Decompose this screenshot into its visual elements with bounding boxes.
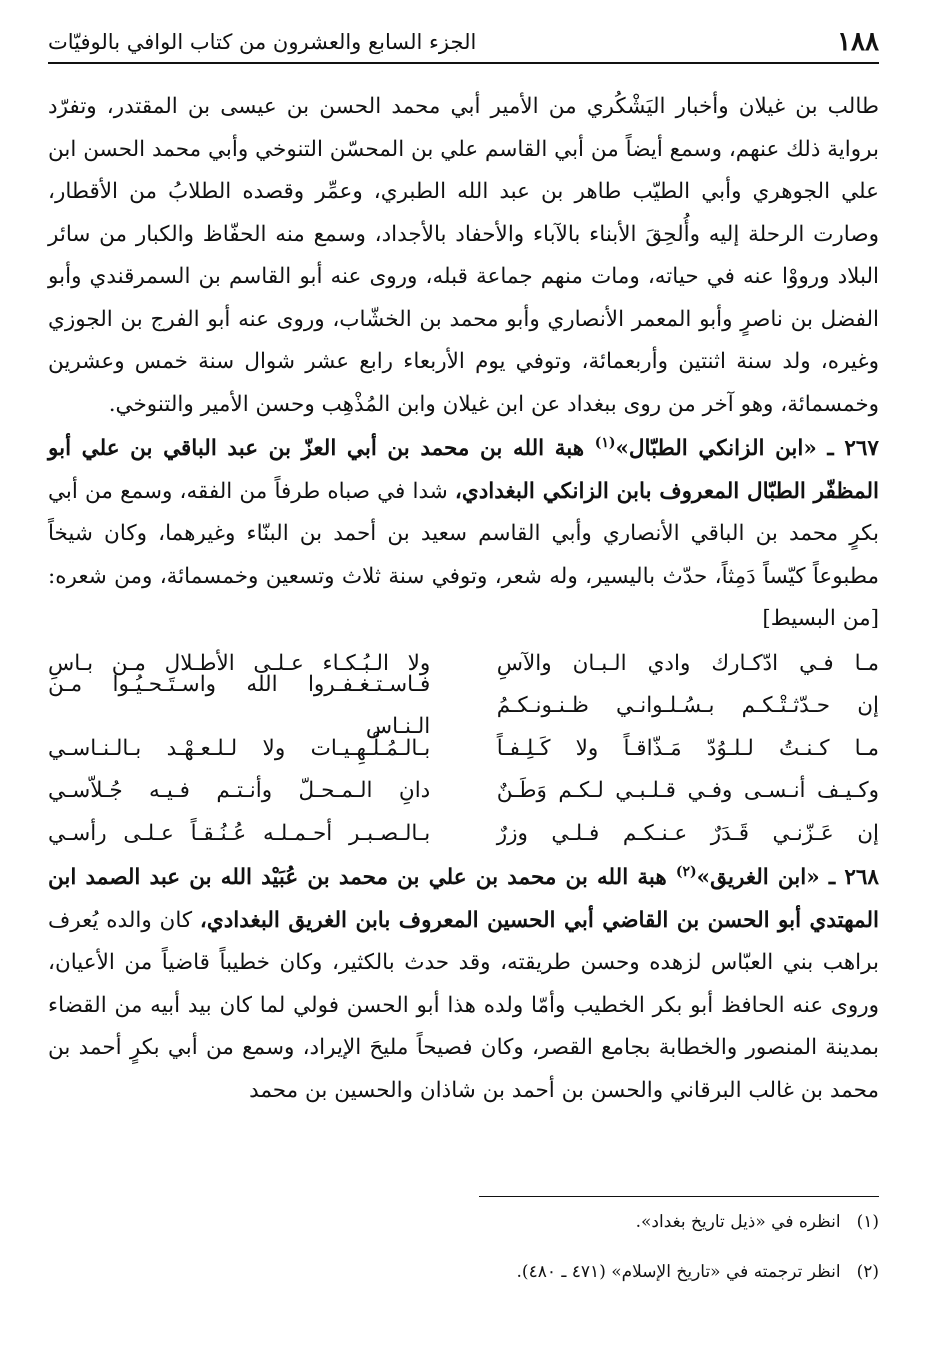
entry-268-heading: ٢٦٨ ـ «ابن الغريق» <box>696 865 879 890</box>
entry-268-name: هبة الله بن محمد بن علي بن محمد بن عُبَيْد الله بن عبد الصمد ابن المهتدي أبو الحسن بن القاضي أبي الحسين المعروف بابن الغريق البغدادي، <box>48 865 880 933</box>
entry-268 <box>48 857 879 1112</box>
poem <box>48 643 879 856</box>
paragraph-continuation: طالب بن غيلان وأخبار اليَشْكُري من الأمير أبي محمد الحسن بن عيسى بن المقتدر، وتفرّد برواية ذلك عنهم، وسمع أيضاً من أبي القاسم علي بن المحسّن التنوخي وأبي محمد الحسن ابن علي الجوهري وأبي الطيّب طاهر بن عبد الله الطبري، وعمِّر وقصده الطلابُ من الأقطار، وصارت الرحلة إليه وأُلحِقَ الأبناء بالآباء والأحفاد بالأجداد، وسمع منه الحفّاظ والكبار من سائر البلاد ورووْا عنه في حياته، ومات منهم جماعة قبله، وروى عنه أبو القاسم بن السمرقندي وأبو الفضل بن ناصرٍ وأبو المعمر الأنصاري وأبو محمد بن الخشّاب، وروى عنه أبو الفرج بن الجوزي وغيره، ولد سنة اثنتين وأربعمائة، وتوفي يوم الأربعاء رابع عشر شوال سنة خمس وعشرين وخمسمائة، وهو آخر من روى ببغداد عن ابن غيلان وابن المُذْهِب وحسن الأمير والتنوخي. <box>48 94 879 417</box>
poem-line <box>48 813 879 856</box>
footnote-1 <box>48 1208 879 1236</box>
footnote-text: انظره في «ذيل تاريخ بغداد». <box>635 1212 841 1232</box>
entry-267-heading: ٢٦٧ ـ «ابن الزانكي الطبّال» <box>615 436 879 461</box>
footnote-divider <box>479 1196 879 1197</box>
poem-hemistich-first: مـا كـنـتُ لـلـوُدّ مَـذّاقـاً ولا كَـلِـفـاً <box>496 735 879 761</box>
poem-hemistich-first: وكـيـف أنـسـى وفـي قـلـبـي لـكـم وَطَـنٌ <box>496 778 879 803</box>
entry-268-text: كان والده يُعرف براهب بني العبّاس لزهده وحسن طريقته، وقد حدث بالكثير، وكان خطيباً قاضياً من الأعيان، وروى عنه الحافظ أبو بكر الخطيب وأمّا ولده هذا أبو الحسن فولي لما كان بيد أبيه من القضاء بمدينة المنصور والخطابة بجامع القصر، وكان فصيحاً مليحَ الإيراد، وسمع من أبي بكرٍ أحمد بن محمد بن غالب البرقاني والحسن بن أحمد بن شاذان والحسين بن محمد <box>48 907 879 1103</box>
footnote-text: انظر ترجمته في «تاريخ الإسلام» (٤٧١ ـ ٤٨٠). <box>516 1262 841 1282</box>
entry-267 <box>48 428 879 641</box>
footnote-2 <box>48 1258 879 1286</box>
poem-hemistich-second: دانِ الـمـحـلّ وأنـتـم فـيـه جُـلاّسـي <box>48 778 431 803</box>
poem-hemistich-first: إن حـدّثـتْـكـم بـسُـلـوانـي ظـنـونـكـمُ <box>496 693 879 718</box>
main-text <box>48 86 879 1112</box>
page-number: ١٨٨ <box>837 27 879 57</box>
footnote-ref-2: (٢) <box>675 863 697 880</box>
poem-hemistich-second: بـالـصـبـر أحـمـلـه عُـنُـقـاً عـلـى رأسـي <box>48 820 431 846</box>
poem-hemistich-second: فـاسـتـغـفـروا الله واسـتَـحـيُـوا مـن الـنـاس <box>48 671 431 740</box>
poem-line <box>48 671 879 740</box>
poem-hemistich-second: بـالـمُـلْـهِـيـات ولا لـلـعـهْـد بـالـنـاسـي <box>48 735 431 761</box>
entry-267-text: شدا في صباه طرفاً من الفقه، وسمع من أبي بكرٍ محمد بن الباقي الأنصاري وأبي القاسم سعيد بن أحمد بن البنّاء وغيرهما، وكان شيخاً مطبوعاً كيّساً دَمِثاً، حدّث باليسير، وله شعر، وتوفي سنة ثلاث وتسعين وخمسمائة، ومن شعره: [من البسيط] <box>48 478 879 631</box>
footnotes <box>48 1208 879 1308</box>
poem-line <box>48 728 879 771</box>
footnote-number: (٢) <box>856 1262 879 1282</box>
poem-line <box>48 770 879 813</box>
page-header <box>48 22 879 64</box>
poem-hemistich-second: ولا الـبُـكـاء عـلـى الأطـلال مـن بـاسِ <box>48 650 431 676</box>
running-title: الجزء السابع والعشرون من كتاب الوافي بالوفيّات <box>48 30 477 54</box>
poem-hemistich-first: إن عَـزّنـي قَـدَرٌ عـنـكـم فـلـي وزرٌ <box>496 820 879 846</box>
footnote-ref-1: (١) <box>594 434 616 451</box>
footnote-number: (١) <box>856 1212 879 1232</box>
entry-267-name: هبة الله بن محمد بن أبي العزّ بن عبد الباقي بن علي أبو المظفّر الطبّال المعروف بابن الزانكي البغدادي، <box>48 436 879 504</box>
poem-hemistich-first: مـا فـي ادّكـارك وادي الـبـان والآسِ <box>496 650 879 676</box>
